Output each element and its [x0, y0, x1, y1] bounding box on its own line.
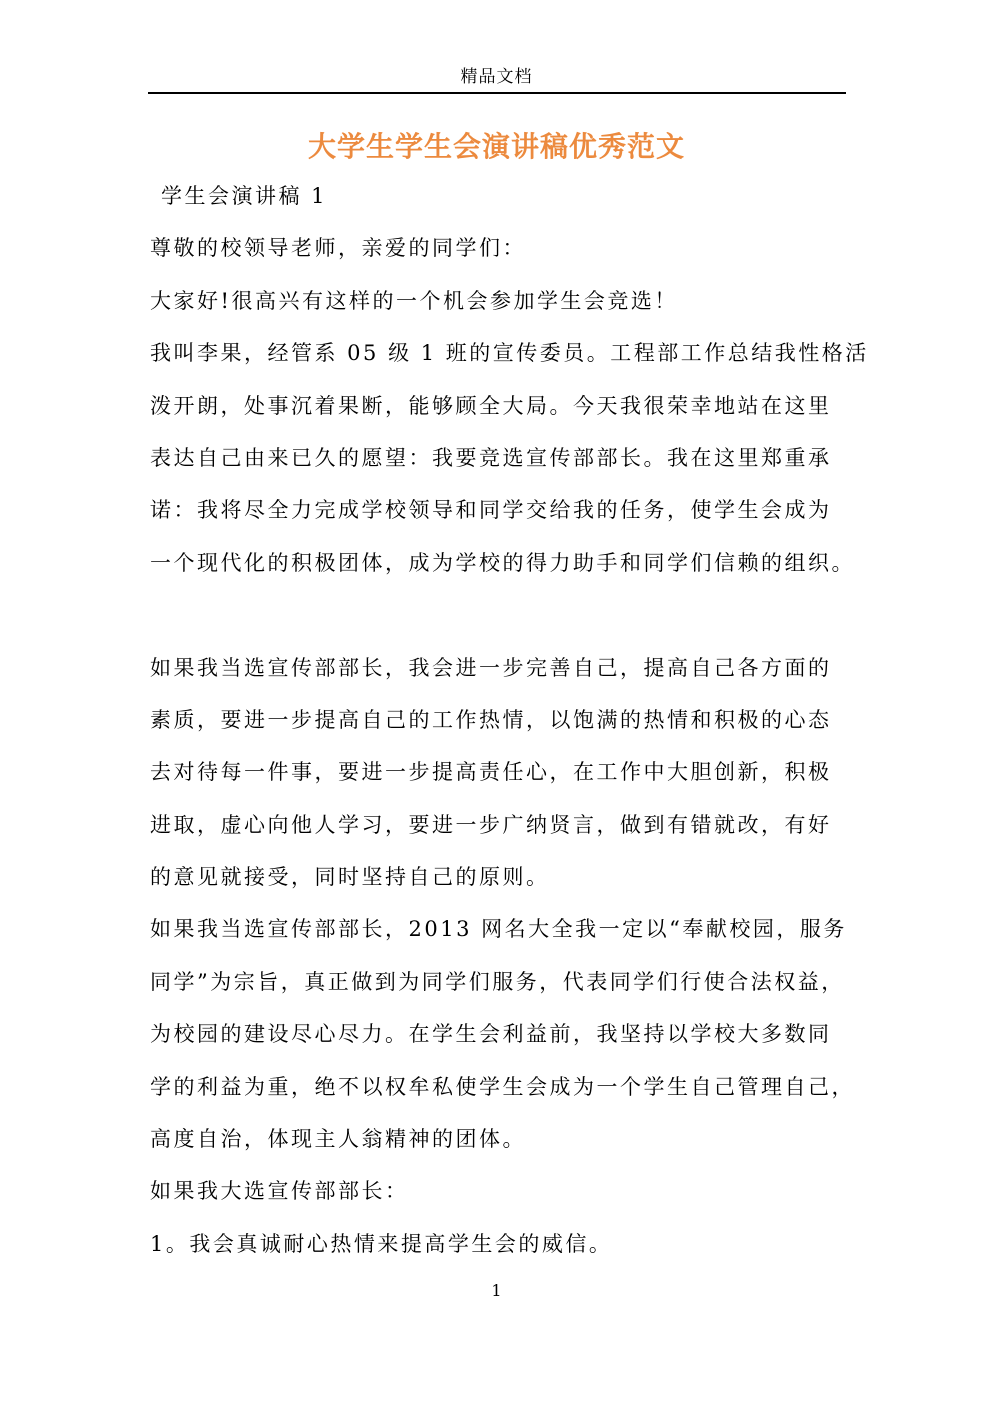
body-line: 去对待每一件事，要进一步提高责任心，在工作中大胆创新，积极 [150, 760, 832, 785]
body-line: 大家好!很高兴有这样的一个机会参加学生会竞选！ [150, 288, 678, 313]
body-line: 如果我大选宣传部部长： [150, 1179, 409, 1204]
document-body [150, 170, 869, 1270]
body-line: 的意见就接受，同时坚持自己的原则。 [150, 865, 550, 890]
body-line: 1。我会真诚耐心热情来提高学生会的威信。 [150, 1231, 613, 1256]
body-line: 如果我当选宣传部部长，我会进一步完善自己，提高自己各方面的 [150, 655, 832, 680]
body-line: 如果我当选宣传部部长，2013 网名大全我一定以“奉献校园，服务 [150, 917, 847, 942]
body-line: 为校园的建设尽心尽力。在学生会利益前，我坚持以学校大多数同 [150, 1022, 832, 1047]
body-line: 高度自治，体现主人翁精神的团体。 [150, 1127, 526, 1152]
page-number: 1 [491, 1281, 502, 1300]
body-line: 泼开朗，处事沉着果断，能够顾全大局。今天我很荣幸地站在这里 [150, 393, 832, 418]
body-line: 尊敬的校领导老师，亲爱的同学们： [150, 236, 526, 261]
header-watermark: 精品文档 [460, 67, 533, 87]
body-line [150, 589, 860, 641]
page-title: 大学生学生会演讲稿优秀范文 [307, 130, 685, 163]
body-line: 一个现代化的积极团体，成为学校的得力助手和同学们信赖的组织。 [150, 550, 855, 575]
body-line: 进取，虚心向他人学习，要进一步广纳贤言，做到有错就改，有好 [150, 812, 832, 837]
body-line: 学的利益为重，绝不以权牟私使学生会成为一个学生自己管理自己， [150, 1074, 855, 1099]
header-divider-line [148, 92, 846, 94]
body-line: 学生会演讲稿 1 [161, 184, 328, 208]
body-line: 我叫李果，经管系 05 级 1 班的宣传委员。工程部工作总结我性格活 [150, 341, 869, 366]
body-line: 同学”为宗旨，真正做到为同学们服务，代表同学们行使合法权益， [150, 969, 845, 994]
body-line: 诺：我将尽全力完成学校领导和同学交给我的任务，使学生会成为 [150, 498, 832, 523]
body-line: 素质，要进一步提高自己的工作热情，以饱满的热情和积极的心态 [150, 707, 832, 732]
body-line: 表达自己由来已久的愿望：我要竞选宣传部部长。我在这里郑重承 [150, 445, 832, 470]
